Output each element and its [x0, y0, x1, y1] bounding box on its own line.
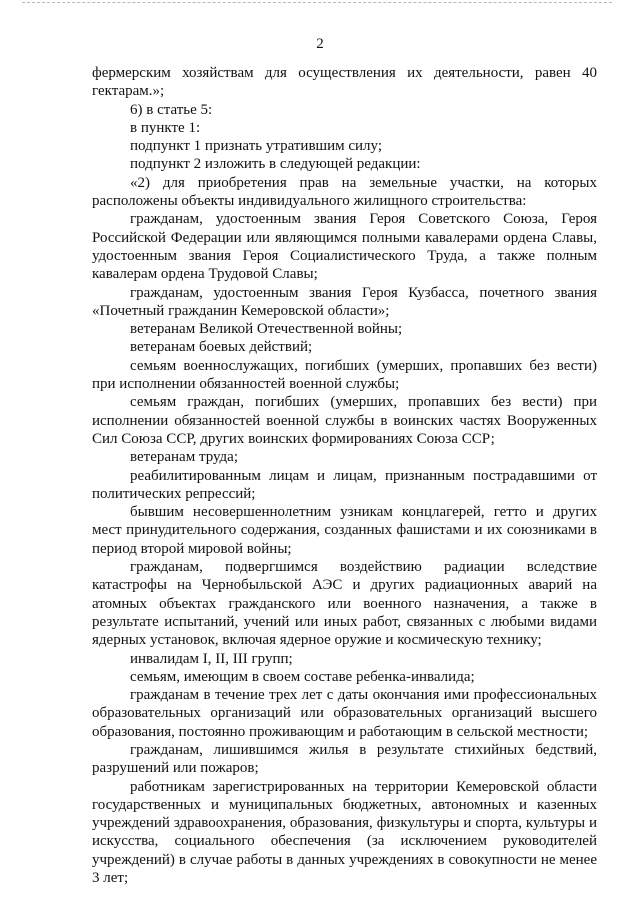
- paragraph: инвалидам I, II, III групп;: [130, 650, 293, 667]
- paragraph: подпункт 2 изложить в следующей редакции:: [130, 156, 421, 173]
- paragraph: гражданам в течение трех лет с даты окончания ими профессиональных образовательных организаций или образовательных организаций высшего образования, постоянно проживающим и работающим в сельской местности;: [92, 687, 597, 740]
- paragraph: подпункт 1 признать утратившим силу;: [130, 138, 382, 155]
- paragraph: ветеранам боевых действий;: [130, 339, 313, 356]
- paragraph: семьям военнослужащих, погибших (умерших, пропавших без вести) при исполнении обязанностей военной службы;: [92, 357, 597, 393]
- paragraph: ветеранам Великой Отечественной войны;: [130, 321, 403, 338]
- page-number: 2: [316, 36, 324, 52]
- paragraph: гражданам, подвергшимся воздействию радиации вследствие катастрофы на Чернобыльской АЭС и других радиационных аварий на атомных объектах гражданского или военного назначения, а также в результате испытаний, учений или иных работ, связанных с любыми видами ядерных установок, включая ядерное оружие и космическую технику;: [92, 559, 597, 649]
- paragraph: семьям граждан, погибших (умерших, пропавших без вести) при исполнении обязанностей военной службы в воинских частях Вооруженных Сил Союза ССР, других воинских формированиях Союза ССР;: [92, 394, 597, 447]
- paragraph: фермерским хозяйствам для осуществления их деятельности, равен 40 гектарам.»;: [92, 65, 597, 100]
- paragraph: в пункте 1:: [130, 119, 201, 136]
- document-body: [92, 64, 597, 887]
- scan-top-edge: [22, 2, 612, 3]
- paragraph: гражданам, удостоенным звания Героя Советского Союза, Героя Российской Федерации или являющимся полными кавалерами ордена Славы, удостоенным звания Героя Социалистического Труда, а также полным кавалерам ордена Трудовой Славы;: [92, 211, 597, 283]
- paragraph: гражданам, удостоенным звания Героя Кузбасса, почетного звания «Почетный гражданин Кемеровской области»;: [92, 284, 597, 319]
- paragraph: «2) для приобретения прав на земельные участки, на которых расположены объекты индивидуального жилищного строительства:: [92, 174, 597, 210]
- paragraph: ветеранам труда;: [130, 449, 239, 466]
- paragraph: реабилитированным лицам и лицам, признанным пострадавшими от политических репрессий;: [92, 467, 597, 502]
- paragraph: семьям, имеющим в своем составе ребенка-инвалида;: [130, 668, 475, 685]
- paragraph: бывшим несовершеннолетним узникам концлагерей, гетто и других мест принудительного содержания, созданных фашистами и их союзниками в период второй мировой войны;: [92, 504, 597, 557]
- paragraph: 6) в статье 5:: [130, 101, 213, 118]
- paragraph: гражданам, лишившимся жилья в результате стихийных бедствий, разрушений или пожаров;: [92, 741, 597, 777]
- paragraph: работникам зарегистрированных на территории Кемеровской области государственных и муниципальных бюджетных, автономных и казенных учреждений здравоохранения, образования, физкультуры и спорта, культуры и искусства, социального обеспечения (за исключением руководителей учреждений) в случае работы в данных учреждениях в совокупности не менее 3 лет;: [92, 778, 597, 887]
